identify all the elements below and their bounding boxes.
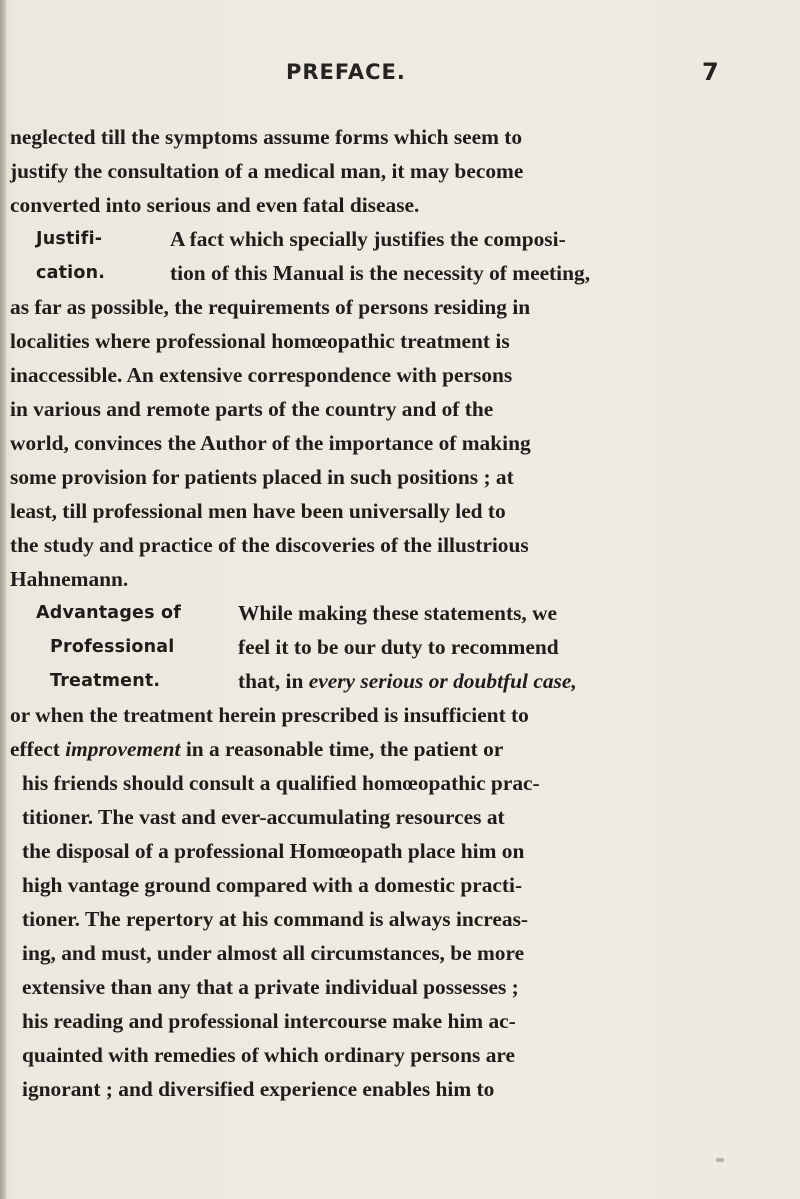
text-line	[0, 358, 790, 392]
text-line	[0, 902, 790, 936]
line-text: the study and practice of the discoveries of the illustrious	[10, 533, 529, 557]
text-line	[0, 256, 790, 290]
text-line	[0, 562, 790, 596]
text-line	[0, 1072, 790, 1106]
text-line	[0, 120, 790, 154]
line-text: the disposal of a professional Homœopath place him on	[22, 839, 525, 863]
line-text: A fact which specially justifies the composi-	[170, 227, 566, 251]
text-line	[0, 324, 790, 358]
line-text: his friends should consult a qualified homœopathic prac-	[22, 771, 540, 795]
page-number: 7	[702, 58, 719, 86]
text-line	[0, 154, 790, 188]
text-line	[0, 426, 790, 460]
running-title: PREFACE.	[286, 60, 406, 84]
text-line	[0, 936, 790, 970]
line-text: extensive than any that a private individual possesses ;	[22, 975, 519, 999]
line-text: justify the consultation of a medical man, it may become	[10, 159, 524, 183]
line-text	[10, 732, 503, 766]
line-text: his reading and professional intercourse make him ac-	[22, 1009, 516, 1033]
line-text-plain: that, in	[238, 669, 309, 693]
line-text: localities where professional homœopathic treatment is	[10, 329, 510, 353]
text-line	[0, 494, 790, 528]
line-text: least, till professional men have been universally led to	[10, 499, 506, 523]
line-text: as far as possible, the requirements of persons residing in	[10, 295, 531, 319]
sidenote-justification-2: cation.	[36, 263, 106, 283]
line-text: Hahnemann.	[10, 567, 129, 591]
line-text: in various and remote parts of the country and of the	[10, 397, 494, 421]
text-line	[0, 766, 790, 800]
line-text: high vantage ground compared with a domestic practi-	[22, 873, 523, 897]
line-text-plain-2: in a reasonable time, the patient or	[180, 737, 504, 761]
line-text: converted into serious and even fatal disease.	[10, 193, 420, 217]
line-text: feel it to be our duty to recommend	[238, 635, 559, 659]
running-head	[0, 60, 800, 90]
text-line	[0, 1038, 790, 1072]
text-line	[0, 630, 790, 664]
line-text: titioner. The vast and ever-accumulating resources at	[22, 805, 505, 829]
sidenote-advantages-2: Professional	[50, 637, 175, 657]
line-text: While making these statements, we	[238, 601, 558, 625]
sidenote-advantages-3: Treatment.	[50, 671, 161, 691]
text-line	[0, 188, 790, 222]
line-text: or when the treatment herein prescribed is insufficient to	[10, 703, 529, 727]
text-line	[0, 732, 790, 766]
text-line	[0, 528, 790, 562]
text-line	[0, 596, 790, 630]
line-text: ignorant ; and diversified experience enables him to	[22, 1077, 495, 1101]
line-text-italic: improvement	[65, 737, 181, 761]
text-line	[0, 460, 790, 494]
line-text: some provision for patients placed in such positions ; at	[10, 465, 514, 489]
line-text	[238, 664, 577, 698]
text-line	[0, 834, 790, 868]
line-text: neglected till the symptoms assume forms which seem to	[10, 125, 523, 149]
text-line	[0, 800, 790, 834]
ink-smudge	[716, 1158, 724, 1162]
line-text: quainted with remedies of which ordinary persons are	[22, 1043, 515, 1067]
line-text: tioner. The repertory at his command is always increas-	[22, 907, 529, 931]
line-text-plain: effect	[10, 737, 66, 761]
line-text: inaccessible. An extensive correspondence with persons	[10, 363, 513, 387]
line-text-italic: every serious or doubtful case,	[308, 669, 577, 693]
text-line	[0, 1004, 790, 1038]
text-line	[0, 970, 790, 1004]
sidenote-advantages: Advantages of	[36, 603, 182, 623]
text-line	[0, 698, 790, 732]
line-text: world, convinces the Author of the importance of making	[10, 431, 531, 455]
text-line	[0, 290, 790, 324]
text-line	[0, 868, 790, 902]
sidenote-justification: Justifi-	[36, 229, 103, 249]
line-text: ing, and must, under almost all circumstances, be more	[22, 941, 525, 965]
text-line	[0, 392, 790, 426]
line-text: tion of this Manual is the necessity of meeting,	[170, 261, 591, 285]
text-line	[0, 664, 790, 698]
text-line	[0, 222, 790, 256]
